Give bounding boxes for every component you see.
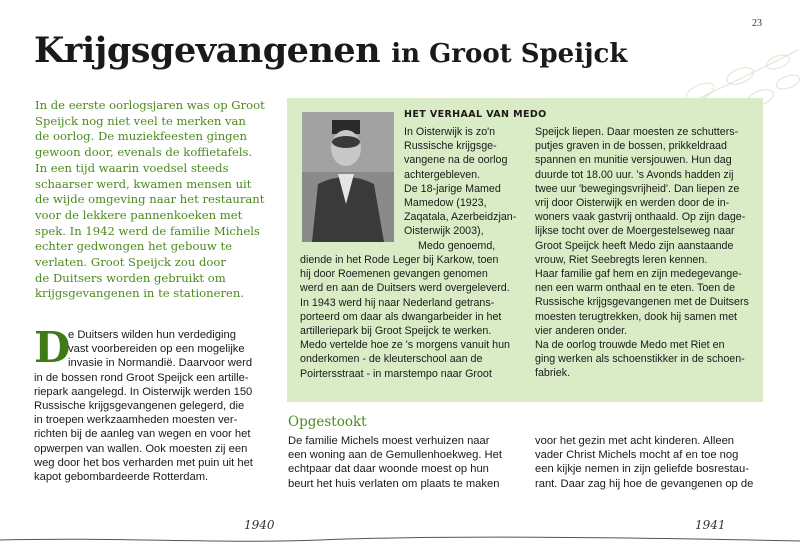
box-line: duurde tot 18.00 uur. 's Avonds hadden zij [535,168,734,181]
box-line: moesten terugtrekken, dook hij samen met [535,310,737,323]
box-line: Groot Speijck heeft Medo zijn aanstaande [535,239,734,252]
box-line: Russische krijgsgevangenen met de Duitsers [535,296,749,309]
opgestookt-line: rant. Daar zag hij hoe de gevangenen op de [535,477,754,490]
intro-line: krijgsgevangenen in te stationeren. [35,286,245,301]
body-line: opwerpen van wallen. Ook moesten zij een [34,442,248,455]
box-line: Zaqatala, Azerbeidzjan- [404,211,517,224]
box-line: vangene na de oorlog [404,154,508,167]
box-line: Russische krijgsge- [404,140,497,153]
opgestookt-line: een woning aan de Gemullenhoekweg. Het [288,449,502,462]
opgestookt-line: voor het gezin met acht kinderen. Alleen [535,435,735,447]
box-line: ging werken als schoenstikker in de schoen- [535,353,745,366]
intro-line: schaarser werd, kwamen mensen uit [35,176,252,191]
box-col1-bottom [300,253,510,381]
box-line: hij door Roemenen gevangen genomen [300,268,488,281]
box-line: Medo vertelde hoe ze 's morgens vanuit hun [300,339,510,352]
medo-portrait-photo [302,112,394,242]
intro-line: de wijde omgeving naar het restaurant [35,192,265,207]
box-col1-top [404,125,516,253]
body-line: invasie in Normandië. Daarvoor werd [68,357,253,370]
box-line: vrouw, Riet Seebregts leren kennen. [535,253,708,266]
opgestookt-col1 [288,434,502,491]
box-line: twee uur 'bewegingsvrijheid'. Dan liepen ze [535,182,740,195]
body-line: richten bij de aanleg van wegen en voor het [34,428,251,441]
box-line: vier anderen onder. [535,324,628,337]
page-title [34,30,627,71]
section-heading-opgestookt: Opgestookt [288,414,367,430]
box-line: In 1943 werd hij naar Nederland getrans- [300,296,495,309]
box-line: Oisterwijk 2003), [404,225,484,238]
body-line: riepark aangelegd. In Oisterwijk werden 150 [34,385,253,398]
timeline-year-1941: 1941 [695,518,726,532]
intro-line: In een tijd waarin voedsel steeds [35,160,229,175]
box-line: onderkomen - de kleuterschool aan de [300,353,483,366]
box-heading: HET VERHAAL VAN MEDO [404,109,547,120]
timeline-year-1940: 1940 [244,518,275,532]
title-rest: in Groot Speijck [391,39,628,69]
box-line: fabriek. [535,367,571,380]
box-line: Speijck liepen. Daar moesten ze schutters- [535,126,739,138]
box-line: diende in het Rode Leger bij Karkow, toen [300,254,499,266]
body-line: vast voorbereiden op een mogelijke [68,343,245,356]
intro-line: verlaten. Groot Speijck zou door [35,255,226,270]
body-paragraph [34,323,279,484]
body-line: kapot gebombardeerde Rotterdam. [34,471,209,484]
opgestookt-line: vader Christ Michels mocht af en toe nog [535,449,739,462]
opgestookt-line: De familie Michels moest verhuizen naar [288,435,490,447]
intro-line: spek. In 1942 werd de familie Michels [35,223,260,238]
intro-line: echter gedwongen het gebouw te [35,239,233,254]
opgestookt-line: echtpaar dat daar woonde moest op hun [288,463,489,476]
opgestookt-line: een kijkje nemen in zijn geliefde bosrestau- [535,463,749,476]
opgestookt-col2 [535,434,753,491]
box-line: porteerd om daar als dwangarbeider in het [300,310,502,323]
title-main: Krijgsgevangenen [34,30,381,71]
opgestookt-line: beurt het huis verlaten om plaats te maken [288,477,500,490]
box-line: lijkse tocht over de Moergestelseweg naar [535,225,735,238]
intro-line: gewoon door, evenals de koffietafels. [35,145,253,160]
box-col2 [535,125,749,381]
drop-cap: D [34,323,71,372]
box-line: werd en aan de Duitsers werd overgeleverd. [300,282,510,295]
box-line: artilleriepark bij Groot Speijck te werken. [300,325,492,338]
box-line: De 18-jarige Mamed [404,182,501,195]
body-line: in troepen werkzaamheden moesten ver- [34,414,238,427]
intro-line: Speijck nog niet veel te merken van [35,113,246,128]
box-line: Medo genoemd, [418,239,496,252]
box-line: In Oisterwijk is zo'n [404,126,496,138]
page-number: 23 [752,18,762,29]
timeline-line [0,528,800,560]
box-line: putjes graven in de bossen, prikkeldraad [535,140,727,153]
box-line: Na de oorlog trouwde Medo met Riet en [535,339,725,352]
intro-line: de oorlog. De muziekfeesten gingen [35,129,247,144]
box-line: Poirtersstraat - in marstempo naar Groot [300,367,492,380]
intro-line: de Duitsers worden gebruikt om [35,270,226,285]
box-line: spannen en munitie versjouwen. Hun dag [535,154,732,167]
box-line: vrij door Oisterwijk en werden door de in- [535,197,730,210]
box-line: nen een warm onthaal en te eten. Toen de [535,282,736,295]
intro-paragraph [35,98,275,302]
box-line: Mamedow (1923, [404,197,487,210]
intro-line: voor de lekkere pannenkoeken met [35,207,243,222]
box-line: achtergebleven. [404,168,481,181]
body-line: Russische krijgsgevangenen gelegerd, die [34,400,245,413]
box-line: Haar familie gaf hem en zijn medegevange- [535,268,742,281]
box-line: woners vaak gastvrij onthaald. Op zijn dage- [535,211,746,224]
body-line: in de bossen rond Groot Speijck een artille- [34,371,249,384]
body-line: weg door het bos verharden met puin uit het [34,456,253,469]
body-line: e Duitsers wilden hun verdediging [68,329,236,341]
intro-line: In de eerste oorlogsjaren was op Groot [35,98,265,112]
